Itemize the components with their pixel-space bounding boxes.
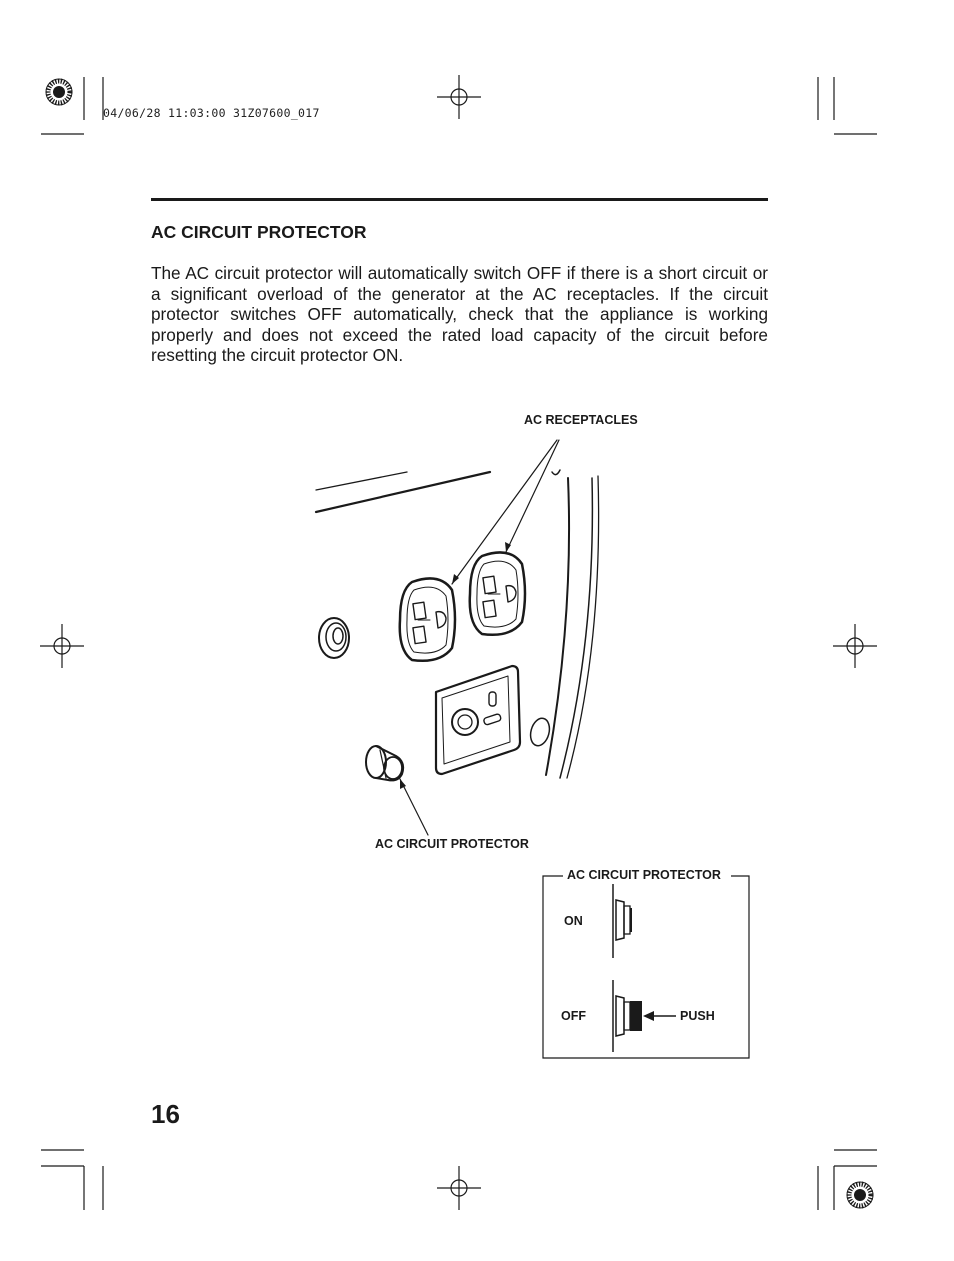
print-stamp: 04/06/28 11:03:00 31Z07600_017 [103,106,320,120]
label-push: PUSH [680,1009,715,1023]
push-arrow-icon [643,1011,654,1021]
label-off: OFF [561,1009,586,1023]
section-body: The AC circuit protector will automatically switch OFF if there is a short circuit or a significant overload of the generator at the AC receptacles. If the circuit protector switches OFF automatically, check that the appliance is working properly and does not exceed the rated load capacity of the circuit before resetting the circuit protector ON. [151,263,768,365]
label-ac-circuit-protector: AC CIRCUIT PROTECTOR [375,837,529,851]
label-ac-receptacles: AC RECEPTACLES [524,413,638,427]
label-on: ON [564,914,583,928]
section-heading: AC CIRCUIT PROTECTOR [151,222,367,242]
page-number: 16 [151,1099,180,1129]
detail-title: AC CIRCUIT PROTECTOR [567,868,721,882]
protector-button-popped [630,1001,642,1031]
